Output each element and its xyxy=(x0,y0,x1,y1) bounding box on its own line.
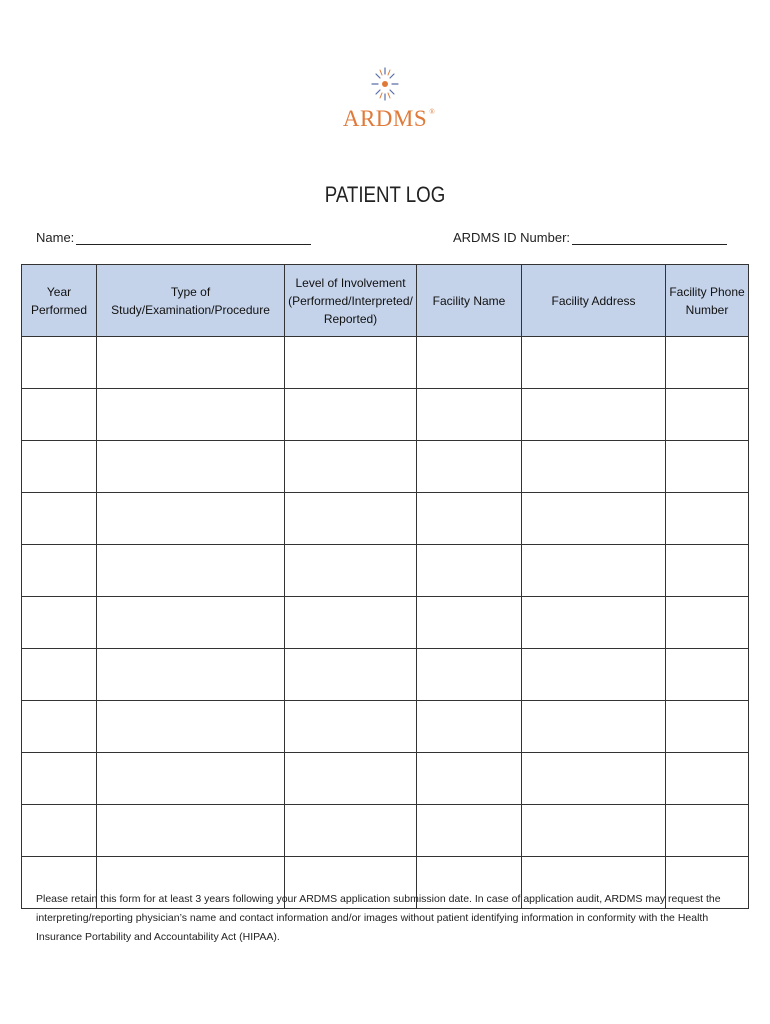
table-cell[interactable] xyxy=(417,337,522,389)
table-cell[interactable] xyxy=(97,701,285,753)
table-cell[interactable] xyxy=(666,649,749,701)
table-cell[interactable] xyxy=(22,753,97,805)
column-header: Level of Involvement (Performed/Interpreted/ Reported) xyxy=(285,265,417,337)
table-cell[interactable] xyxy=(97,337,285,389)
name-label: Name: xyxy=(36,230,75,245)
table-cell[interactable] xyxy=(417,805,522,857)
table-cell[interactable] xyxy=(22,649,97,701)
table-cell[interactable] xyxy=(285,337,417,389)
table-cell[interactable] xyxy=(22,441,97,493)
table-cell[interactable] xyxy=(417,389,522,441)
table-cell[interactable] xyxy=(285,597,417,649)
column-header: Facility Address xyxy=(522,265,666,337)
table-cell[interactable] xyxy=(666,597,749,649)
table-cell[interactable] xyxy=(522,545,666,597)
table-row xyxy=(22,649,749,701)
table-cell[interactable] xyxy=(522,493,666,545)
table-cell[interactable] xyxy=(285,493,417,545)
column-header: Facility Name xyxy=(417,265,522,337)
table-cell[interactable] xyxy=(22,337,97,389)
table-cell[interactable] xyxy=(285,805,417,857)
table-cell[interactable] xyxy=(22,493,97,545)
table-cell[interactable] xyxy=(522,753,666,805)
table-cell[interactable] xyxy=(417,701,522,753)
table-cell[interactable] xyxy=(417,753,522,805)
table-cell[interactable] xyxy=(666,337,749,389)
table-cell[interactable] xyxy=(22,701,97,753)
table-row xyxy=(22,805,749,857)
ardms-id-field[interactable] xyxy=(453,230,727,245)
table-cell[interactable] xyxy=(522,597,666,649)
table-row xyxy=(22,545,749,597)
table-cell[interactable] xyxy=(97,545,285,597)
retention-footnote: Please retain this form for at least 3 years following your ARDMS application submission date. In case of application audit, ARDMS may request the interpreting/reporting physician’s name and contact information and/or images without patient identifying information in conformity with the Health Insurance Portability and Accountability Act (HIPAA). xyxy=(36,893,721,943)
table-cell[interactable] xyxy=(97,649,285,701)
table-cell[interactable] xyxy=(97,389,285,441)
ardms-id-label: ARDMS ID Number: xyxy=(453,230,571,245)
name-field[interactable] xyxy=(36,230,311,245)
registered-mark: ® xyxy=(429,108,436,116)
table-row xyxy=(22,701,749,753)
table-row xyxy=(22,441,749,493)
table-cell[interactable] xyxy=(285,441,417,493)
table-row xyxy=(22,337,749,389)
table-cell[interactable] xyxy=(522,441,666,493)
logo-text: ARDMS xyxy=(342,106,428,131)
table-cell[interactable] xyxy=(97,441,285,493)
table-cell[interactable] xyxy=(522,805,666,857)
patient-log-table xyxy=(21,264,749,909)
table-cell[interactable] xyxy=(97,493,285,545)
table-cell[interactable] xyxy=(285,389,417,441)
table-header-row xyxy=(22,265,749,337)
table-cell[interactable] xyxy=(417,545,522,597)
ardms-logo xyxy=(340,66,436,132)
page-title: PATIENT LOG xyxy=(324,182,446,207)
table-cell[interactable] xyxy=(666,805,749,857)
table-cell[interactable] xyxy=(666,545,749,597)
table-cell[interactable] xyxy=(666,493,749,545)
table-row xyxy=(22,493,749,545)
table-cell[interactable] xyxy=(666,701,749,753)
table-cell[interactable] xyxy=(97,597,285,649)
table-row xyxy=(22,597,749,649)
table-cell[interactable] xyxy=(285,649,417,701)
column-header: Facility Phone Number xyxy=(666,265,749,337)
table-cell[interactable] xyxy=(666,441,749,493)
name-input-line[interactable] xyxy=(76,230,311,245)
table-cell[interactable] xyxy=(522,389,666,441)
table-cell[interactable] xyxy=(417,597,522,649)
table-cell[interactable] xyxy=(285,545,417,597)
starburst-icon xyxy=(370,66,400,102)
table-cell[interactable] xyxy=(97,805,285,857)
table-cell[interactable] xyxy=(22,389,97,441)
table-cell[interactable] xyxy=(285,701,417,753)
logo-wordmark xyxy=(342,106,436,132)
table-cell[interactable] xyxy=(22,805,97,857)
table-cell[interactable] xyxy=(97,753,285,805)
table-cell[interactable] xyxy=(522,649,666,701)
table-row xyxy=(22,753,749,805)
ardms-id-input-line[interactable] xyxy=(572,230,727,245)
table-cell[interactable] xyxy=(285,753,417,805)
table-cell[interactable] xyxy=(417,441,522,493)
table-cell[interactable] xyxy=(666,753,749,805)
table-cell[interactable] xyxy=(417,649,522,701)
table-cell[interactable] xyxy=(666,389,749,441)
table-row xyxy=(22,389,749,441)
column-header: Type of Study/Examination/Procedure xyxy=(97,265,285,337)
table-cell[interactable] xyxy=(22,545,97,597)
table-cell[interactable] xyxy=(22,597,97,649)
column-header: Year Performed xyxy=(22,265,97,337)
table-cell[interactable] xyxy=(522,701,666,753)
table-cell[interactable] xyxy=(417,493,522,545)
table-cell[interactable] xyxy=(522,337,666,389)
